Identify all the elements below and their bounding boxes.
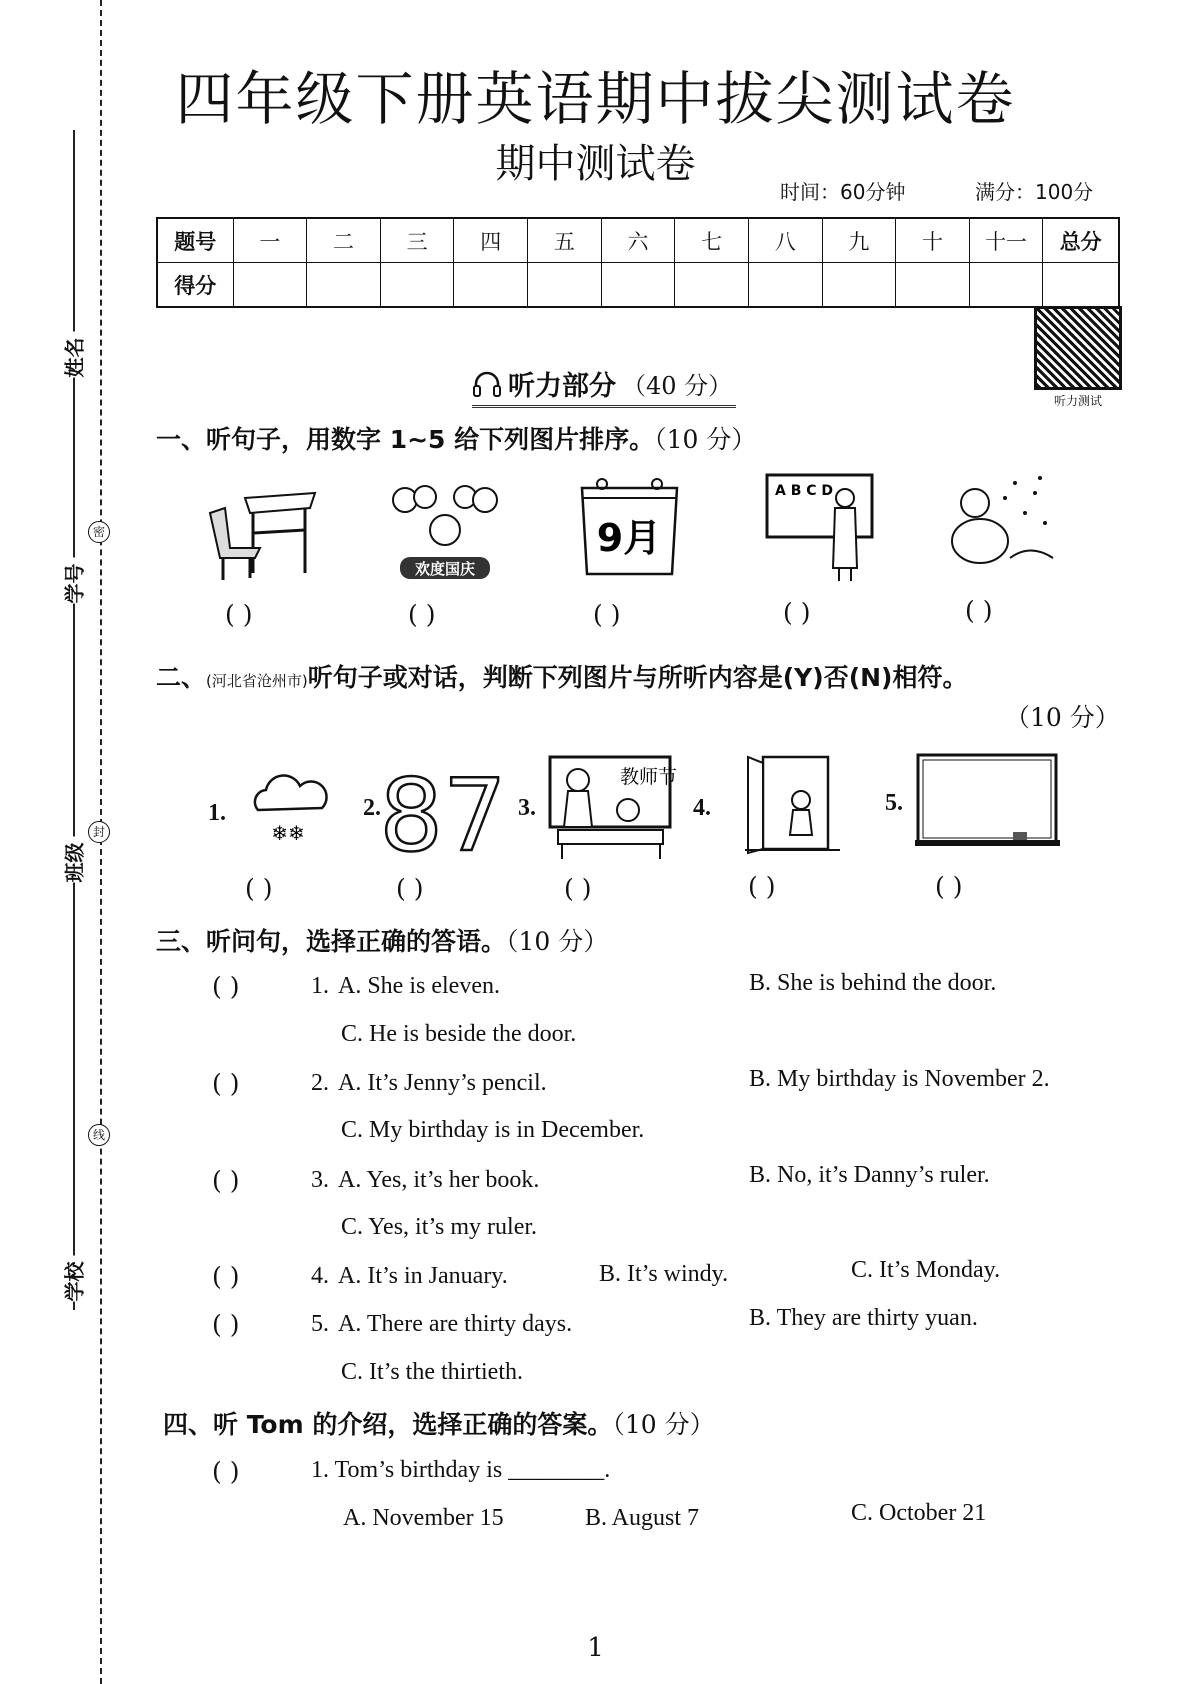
question-number: 2. <box>311 1070 329 1096</box>
section4-title: 四、听 Tom 的介绍，选择正确的答案。 <box>163 1410 613 1439</box>
answer-blank-1-5[interactable]: ( ) <box>965 596 993 625</box>
student-id-label: 学号 <box>59 558 88 604</box>
col-header: 八 <box>748 218 822 263</box>
section3-points: （10 分） <box>506 927 609 956</box>
blackboard-text: A B C D <box>775 483 834 499</box>
answer-blank-1-3[interactable]: ( ) <box>593 600 621 629</box>
seal-char-xian: 线 <box>88 1124 110 1146</box>
row-label-number: 题号 <box>157 218 233 263</box>
option-c: C. October 21 <box>851 1500 987 1526</box>
item-number: 4. <box>693 795 711 821</box>
option-c: C. My birthday is in December. <box>341 1117 645 1143</box>
col-header: 二 <box>307 218 381 263</box>
section3-heading <box>156 922 608 958</box>
option-a: A. She is eleven. <box>338 973 500 999</box>
section1-title: 一、听句子，用数字 1~5 给下列图片排序。 <box>156 425 655 454</box>
qr-label: 听力测试 <box>1053 394 1102 408</box>
class-label: 班级 <box>59 837 88 883</box>
option-b: B. No, it’s Danny’s ruler. <box>749 1162 990 1188</box>
section1-points: （10 分） <box>654 425 757 454</box>
number-87-picture <box>379 757 507 874</box>
blank-blackboard-picture <box>915 752 1060 852</box>
score-table-header-row <box>157 218 1119 263</box>
celebration-text: 欢度国庆 <box>414 560 476 578</box>
section1-heading <box>156 420 756 456</box>
seal-char-feng: 封 <box>88 821 110 843</box>
score-cell[interactable] <box>675 263 749 308</box>
answer-blank-3-1[interactable]: ( ) <box>212 972 240 1001</box>
item-number: 3. <box>518 795 536 821</box>
question-number: 5. <box>311 1311 329 1337</box>
option-c: C. He is beside the door. <box>341 1021 577 1047</box>
exam-time: 时间：60分钟 <box>780 180 906 204</box>
score-cell[interactable] <box>528 263 602 308</box>
section2-points: （10 分） <box>1005 703 1120 732</box>
page-number: 1 <box>587 1633 604 1663</box>
answer-blank-2-1[interactable]: ( ) <box>245 874 273 903</box>
row-label-score: 得分 <box>157 263 233 308</box>
option-b: B. My birthday is November 2. <box>749 1066 1050 1092</box>
item-number: 1. <box>208 800 226 826</box>
binding-line <box>73 130 75 1310</box>
headphones-icon <box>472 369 502 399</box>
answer-blank-2-4[interactable]: ( ) <box>748 872 776 901</box>
snowman-picture <box>935 473 1055 568</box>
col-header-total: 总分 <box>1043 218 1119 263</box>
calendar-picture <box>577 476 687 581</box>
svg-text:❄❄: ❄❄ <box>271 821 305 845</box>
score-table <box>156 217 1120 308</box>
page-subtitle: 期中测试卷 <box>495 141 696 187</box>
question-number: 1. <box>311 973 329 999</box>
full-score: 满分：100分 <box>975 180 1094 204</box>
section2-prefix: 二、 <box>156 663 207 692</box>
option-a: A. November 15 <box>343 1505 504 1531</box>
calendar-text: 9月 <box>596 516 662 560</box>
snowy-cloud-picture <box>248 765 333 850</box>
listening-points: （40 分） <box>622 372 733 400</box>
teachers-day-picture <box>548 755 678 860</box>
seal-char-mi: 密 <box>88 521 110 543</box>
col-header: 十 <box>896 218 970 263</box>
school-label: 学校 <box>59 1256 88 1302</box>
col-header: 四 <box>454 218 528 263</box>
col-header: 三 <box>380 218 454 263</box>
question-number: 4. <box>311 1263 329 1289</box>
national-day-picture <box>390 485 500 585</box>
col-header: 一 <box>233 218 307 263</box>
answer-blank-4-1[interactable]: ( ) <box>212 1457 240 1486</box>
page-title: 四年级下册英语期中拔尖测试卷 <box>175 65 1016 133</box>
qr-code[interactable] <box>1034 306 1122 390</box>
score-cell[interactable] <box>307 263 381 308</box>
score-cell[interactable] <box>822 263 896 308</box>
option-a: A. It’s Jenny’s pencil. <box>338 1070 547 1096</box>
score-cell[interactable] <box>380 263 454 308</box>
option-c: C. It’s the thirtieth. <box>341 1359 523 1385</box>
section2-title: 听句子或对话，判断下列图片与所听内容是(Y)否(N)相符。 <box>307 663 968 692</box>
answer-blank-1-4[interactable]: ( ) <box>783 598 811 627</box>
score-cell[interactable] <box>601 263 675 308</box>
col-header: 九 <box>822 218 896 263</box>
answer-blank-3-3[interactable]: ( ) <box>212 1166 240 1195</box>
item-number: 5. <box>885 790 903 816</box>
option-b: B. It’s windy. <box>599 1261 729 1287</box>
answer-blank-3-2[interactable]: ( ) <box>212 1069 240 1098</box>
question-stem: 1. Tom’s birthday is ________. <box>311 1457 611 1483</box>
question-number: 3. <box>311 1167 329 1193</box>
section4-heading <box>163 1405 715 1441</box>
answer-blank-1-1[interactable]: ( ) <box>225 600 253 629</box>
section3-title: 三、听问句，选择正确的答语。 <box>156 927 507 956</box>
score-table-score-row <box>157 263 1119 308</box>
col-header: 七 <box>675 218 749 263</box>
option-b: B. She is behind the door. <box>749 970 997 996</box>
answer-blank-2-2[interactable]: ( ) <box>396 874 424 903</box>
score-cell[interactable] <box>454 263 528 308</box>
score-cell[interactable] <box>748 263 822 308</box>
option-a: A. Yes, it’s her book. <box>338 1167 540 1193</box>
answer-blank-1-2[interactable]: ( ) <box>408 600 436 629</box>
section2-source: (河北省沧州市) <box>206 672 308 690</box>
name-label: 姓名 <box>59 332 88 378</box>
option-a: A. There are thirty days. <box>338 1311 573 1337</box>
item-number: 2. <box>363 795 381 821</box>
answer-blank-2-3[interactable]: ( ) <box>564 874 592 903</box>
option-b: B. August 7 <box>585 1505 700 1531</box>
option-c: C. It’s Monday. <box>851 1257 1001 1283</box>
listening-title: 听力部分 <box>508 371 616 402</box>
section2-heading <box>156 658 967 694</box>
answer-blank-2-5[interactable]: ( ) <box>935 872 963 901</box>
desk-chair-picture <box>205 478 320 583</box>
section4-points: （10 分） <box>612 1410 715 1439</box>
score-cell[interactable] <box>969 263 1043 308</box>
score-cell[interactable] <box>1043 263 1119 308</box>
score-cell[interactable] <box>896 263 970 308</box>
girl-at-door-picture <box>745 755 840 855</box>
teachers-day-text: 教师节 <box>620 766 678 788</box>
col-header: 五 <box>528 218 602 263</box>
col-header: 六 <box>601 218 675 263</box>
option-b: B. They are thirty yuan. <box>749 1305 978 1331</box>
score-cell[interactable] <box>233 263 307 308</box>
option-c: C. Yes, it’s my ruler. <box>341 1214 538 1240</box>
number-87-text: 87 <box>379 757 507 874</box>
answer-blank-3-5[interactable]: ( ) <box>212 1310 240 1339</box>
listening-part-heading <box>472 364 736 408</box>
col-header: 十一 <box>969 218 1043 263</box>
teacher-blackboard-picture <box>765 473 875 585</box>
answer-blank-3-4[interactable]: ( ) <box>212 1262 240 1291</box>
option-a: A. It’s in January. <box>338 1263 508 1289</box>
